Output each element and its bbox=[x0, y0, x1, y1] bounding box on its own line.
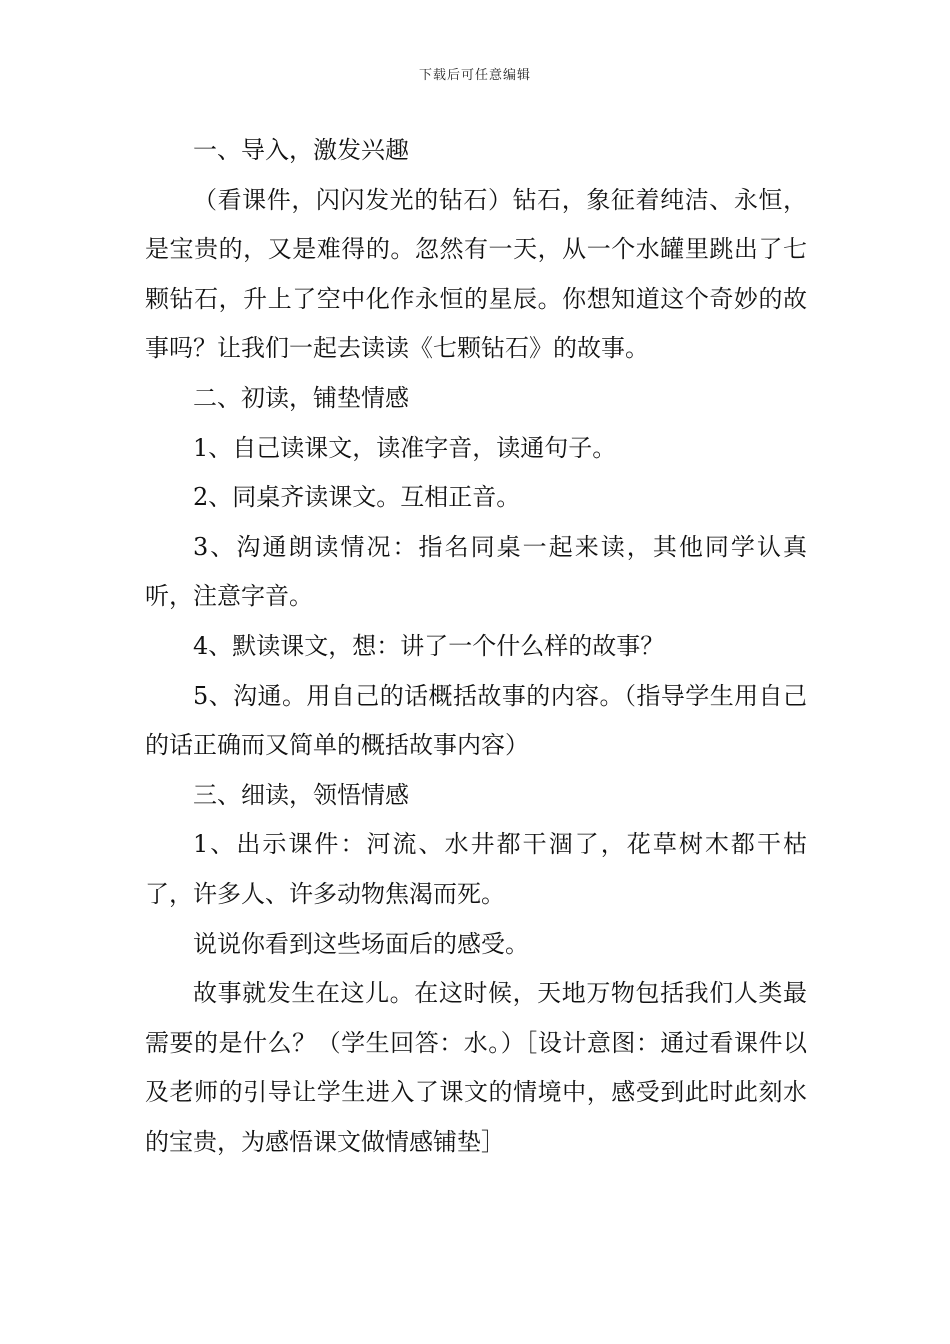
list-item-2: 2、同桌齐读课文。互相正音。 bbox=[193, 483, 521, 512]
paragraph-feelings: 说说你看到这些场面后的感受。 bbox=[193, 929, 529, 958]
list-item-3: 3、沟通朗读情况：指名同桌一起来读，其他同学认真听，注意字音。 bbox=[145, 532, 807, 611]
heading-section-1: 一、导入，激发兴趣 bbox=[193, 136, 409, 164]
list-item-4: 4、默读课文，想：讲了一个什么样的故事？ bbox=[193, 631, 665, 660]
list-item-1: 1、自己读课文，读准字音，读通句子。 bbox=[193, 433, 617, 462]
heading-section-2: 二、初读，铺垫情感 bbox=[193, 383, 409, 412]
list-item-5: 5、沟通。用自己的话概括故事的内容。（指导学生用自己的话正确而又简单的概括故事内容） bbox=[145, 681, 807, 760]
page-header: 下载后可任意编辑 bbox=[418, 68, 531, 83]
paragraph-intro: （看课件，闪闪发光的钻石）钻石，象征着纯洁、永恒，是宝贵的，又是难得的。忽然有一天，从一个水罐里跳出了七颗钻石，升上了空中化作永恒的星辰。你想知道这个奇妙的故事吗？让我们一起去读读《七颗钻石》的故事。 bbox=[145, 185, 807, 363]
paragraph-story: 故事就发生在这儿。在这时候，天地万物包括我们人类最需要的是什么？（学生回答：水。）［设计意图：通过看课件以及老师的引导让学生进入了课文的情境中，感受到此时此刻水的宝贵，为感悟课文做情感铺垫］ bbox=[145, 979, 807, 1156]
list-item-section3-1: 1、出示课件：河流、水井都干涸了，花草树木都干枯了，许多人、许多动物焦渴而死。 bbox=[145, 830, 807, 908]
heading-section-3: 三、细读，领悟情感 bbox=[193, 780, 409, 809]
document-body bbox=[145, 126, 807, 1167]
